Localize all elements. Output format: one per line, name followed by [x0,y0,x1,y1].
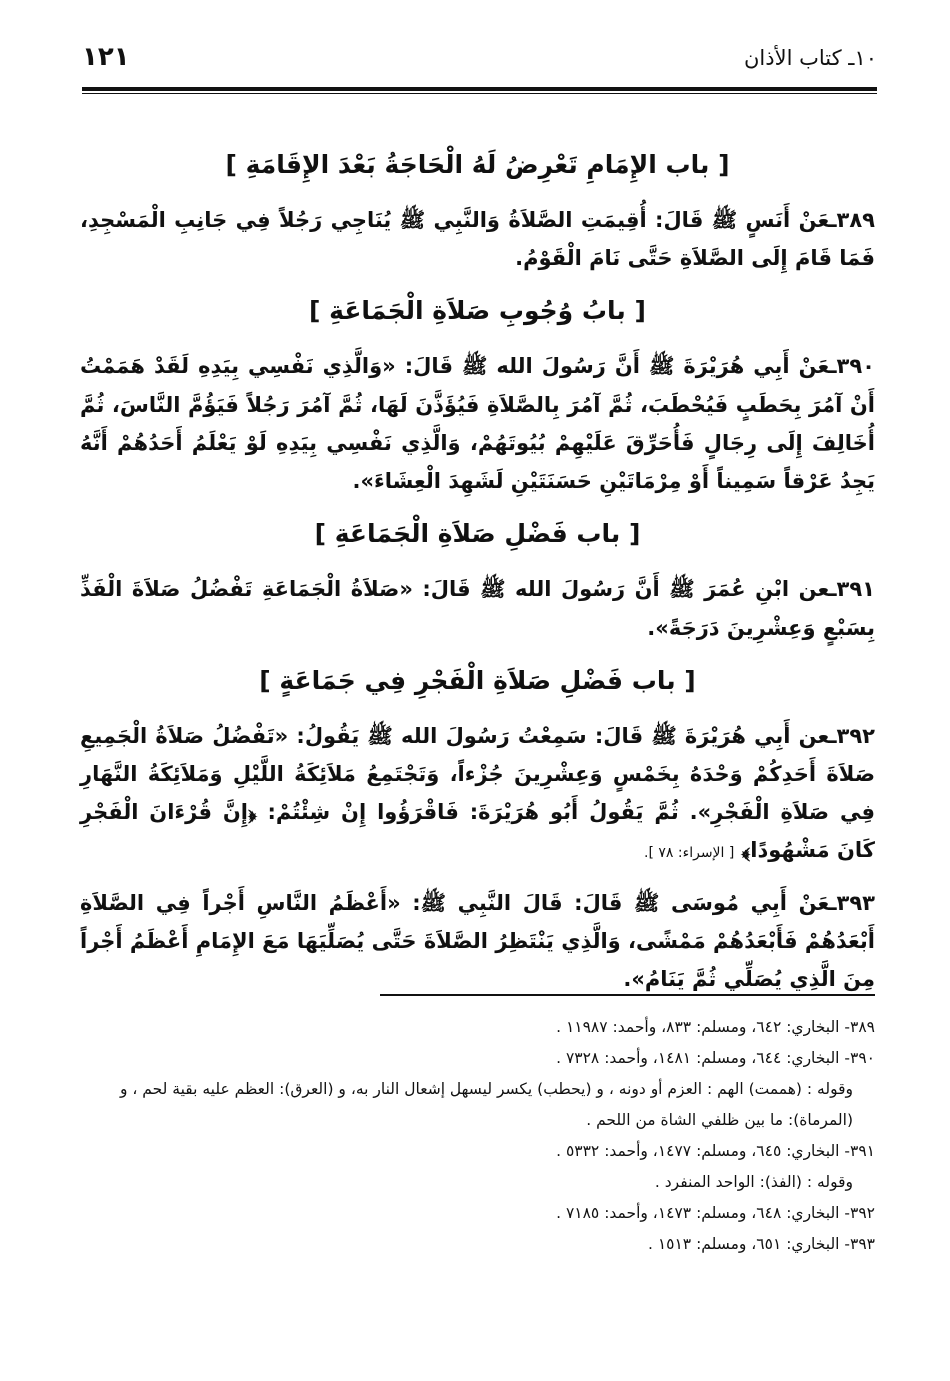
hadith-text: عَنْ أَبِي مُوسَى ﷺ قَالَ: قَالَ النَّبِي ﷺ: «أَعْظَمُ النَّاسِ أَجْراً فِي الصَّلاَةِ أَبْعَدُهُمْ فَأَبْعَدُهُمْ مَمْشًى، وَالَّذِي يَنْتَظِرُ الصَّلاَةَ حَتَّى يُصَلِّيَهَا مَعَ الإِمَامِ أَعْظَمُ أَجْراً مِنَ الَّذِي يُصَلِّي ثُمَّ يَنَامُ». [80,890,875,992]
section [80,514,875,646]
hadith-text: عن أَبِي هُرَيْرَةَ ﷺ قَالَ: سَمِعْتُ رَسُولَ الله ﷺ يَقُولُ: «تَفْضُلُ صَلاَةُ الْجَمِيعِ صَلاَةَ أَحَدِكُمْ وَحْدَهُ بِخَمْسٍ وَعِشْرِينَ جُزْءاً، وَتَجْتَمِعُ مَلاَئِكَةُ اللَّيْلِ وَمَلاَئِكَةُ النَّهَارِ فِي صَلاَةِ الْفَجْرِ». ثُمَّ يَقُولُ أَبُو هُرَيْرَةَ: فَاقْرَؤُوا إِنْ شِئْتُمْ: ﴿إِنَّ قُرْءَانَ الْفَجْرِ كَانَ مَشْهُودًا﴾ [80,723,875,863]
hadith-text: عن ابْنِ عُمَرَ ﷺ أَنَّ رَسُولَ الله ﷺ قَالَ: «صَلاَةُ الْجَمَاعَةِ تَفْضُلُ صَلاَةَ الْفَذِّ بِسَبْعٍ وَعِشْرِينَ دَرَجَةً». [80,577,875,640]
page-header [82,42,877,82]
section [80,145,875,277]
hadith-number: ٣٩٣ـ [829,890,875,915]
footnote: ٣٩٠- البخاري: ٦٤٤، ومسلم: ١٤٨١، وأحمد: ٧٣٢٨ . [556,1049,875,1067]
hadith-paragraph [80,884,875,999]
footnote: ٣٨٩- البخاري: ٦٤٢، ومسلم: ٨٣٣، وأحمد: ١١٩٨٧ . [556,1018,875,1036]
hadith-text: عَنْ أَبِي هُرَيْرَةَ ﷺ أَنَّ رَسُولَ الله ﷺ قَالَ: «وَالَّذِي نَفْسِي بِيَدِهِ لَقَدْ هَمَمْتُ أَنْ آمُرَ بِحَطَبٍ فَيُحْطَبَ، ثُمَّ آمُرَ بِالصَّلاَةِ فَيُؤَذَّنَ لَهَا، ثُمَّ آمُرَ رَجُلاً فَيَؤُمَّ النَّاسَ، ثُمَّ أُخَالِفَ إِلَى رِجَالٍ فَأُحَرِّقَ عَلَيْهِمْ بُيُوتَهُمْ، وَالَّذِي نَفْسِي بِيَدِهِ لَوْ يَعْلَمُ أَحَدُهُمْ أَنَّهُ يَجِدُ عَرْقاً سَمِيناً أَوْ مِرْمَاتَيْنِ حَسَنَتَيْنِ لَشَهِدَ الْعِشَاءَ». [80,354,875,494]
chapter-heading: [ باب فَضْلِ صَلاَةِ الْفَجْرِ فِي جَمَاعَةٍ ] [259,665,696,695]
footnote-note: وقوله : (الفذ): الواحد المنفرد . [654,1173,853,1191]
hadith-paragraph [80,570,875,646]
chapter-title: ١٠ـ كتاب الأذان [744,46,877,70]
hadith-paragraph [80,201,875,277]
header-rule-thin [82,93,877,94]
chapter-heading: [ باب الإِمَامِ تَعْرِضُ لَهُ الْحَاجَةُ بَعْدَ الإِقَامَةِ ] [225,150,730,179]
verse-reference: [ الإسراء: ٧٨ ]. [644,845,735,862]
hadith-paragraph [80,347,875,500]
main-text [80,145,875,1012]
section [80,661,875,999]
chapter-heading: [ باب فَضْلِ صَلاَةِ الْجَمَاعَةِ ] [314,519,641,549]
footnote: ٣٩١- البخاري: ٦٤٥، ومسلم: ١٤٧٧، وأحمد: ٥٣٣٢ . [556,1142,875,1160]
footnote: ٣٩٢- البخاري: ٦٤٨، ومسلم: ١٤٧٣، وأحمد: ٧١٨٥ . [556,1204,875,1222]
hadith-number: ٣٩٠ـ [829,354,875,379]
hadith-text: عَنْ أَنَسٍ ﷺ قَالَ: أُقِيمَتِ الصَّلاَةُ وَالنَّبِي ﷺ يُنَاجِي رَجُلاً فِي جَانِبِ الْمَسْجِدِ، فَمَا قَامَ إِلَى الصَّلاَةِ حَتَّى نَامَ الْقَوْمُ. [80,208,875,271]
footnote-note: وقوله : (هممت) الهم : العزم أو دونه ، و (يحطب) يكسر ليسهل إشعال النار به، و (العرق): العظم عليه بقية لحم ، و (المرماة): ما بين ظلفي الشاة من اللحم . [119,1080,853,1129]
hadith-paragraph [80,717,875,870]
hadith-number: ٣٩١ـ [829,577,875,602]
chapter-heading: [ بابُ وُجُوبِ صَلاَةِ الْجَمَاعَةِ ] [309,296,646,326]
footnote: ٣٩٣- البخاري: ٦٥١، ومسلم: ١٥١٣ . [647,1235,875,1253]
section [80,291,875,500]
footnote-divider [380,994,875,996]
footnotes [80,1012,875,1260]
page-number: ١٢١ [82,42,130,72]
hadith-number: ٣٨٩ـ [829,208,875,232]
hadith-number: ٣٩٢ـ [829,723,875,748]
header-rule [82,87,877,91]
